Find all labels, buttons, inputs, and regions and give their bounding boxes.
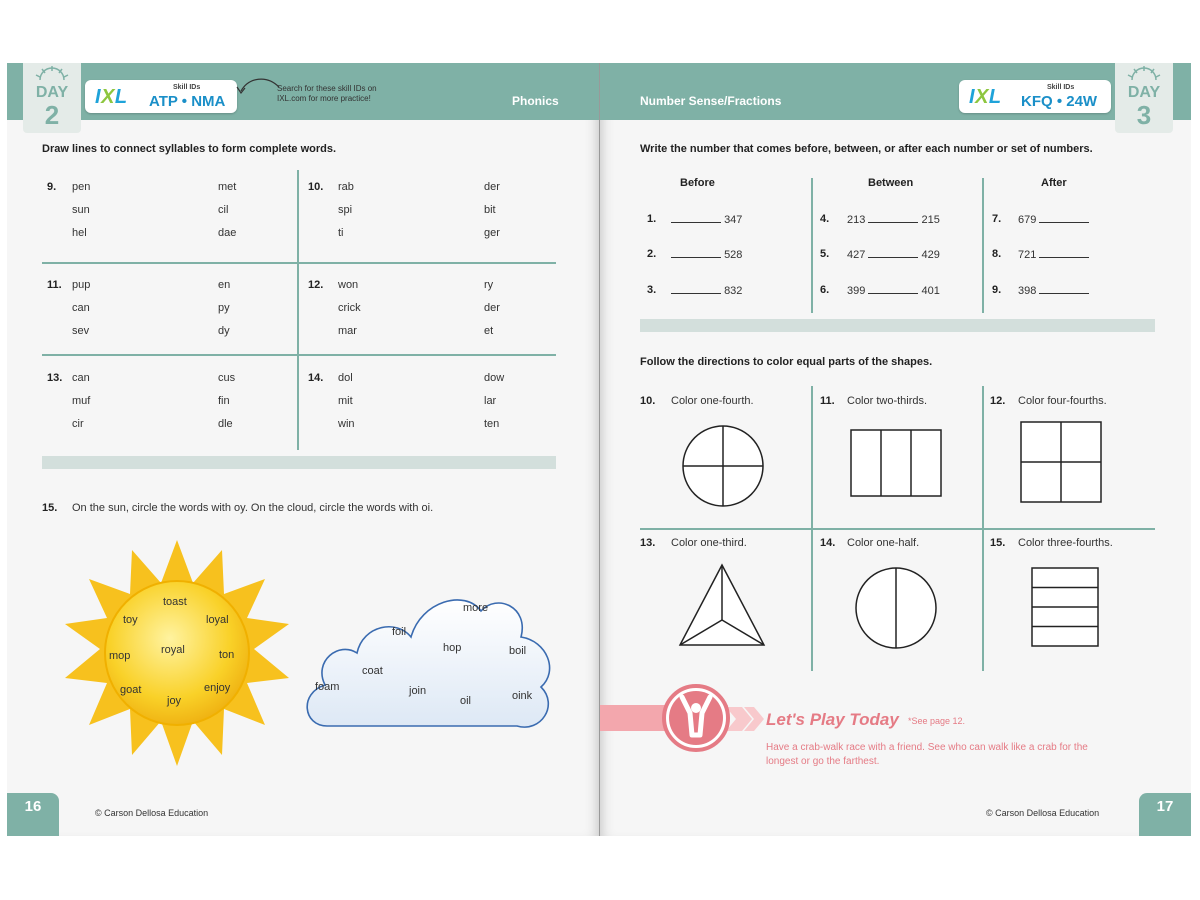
ixl-skill-box xyxy=(959,80,1111,113)
grid-divider xyxy=(297,170,299,450)
exercise-number: 9. xyxy=(47,181,57,193)
syllable: sev xyxy=(72,325,90,337)
ixl-skill-box xyxy=(85,80,237,113)
sun-word: royal xyxy=(161,644,185,656)
item-number: 12. xyxy=(990,395,1006,407)
item-number: 4. xyxy=(820,213,830,225)
syllable: fin xyxy=(218,395,230,407)
skill-ids: KFQ • 24W xyxy=(1021,93,1098,110)
cloud-illustration xyxy=(297,581,559,741)
play-reference: *See page 12. xyxy=(908,716,966,726)
sunrise-rays-icon xyxy=(1127,66,1161,82)
sun-word: loyal xyxy=(206,614,229,626)
grid-divider xyxy=(42,262,556,264)
skill-ids-label: Skill IDs xyxy=(1047,84,1075,91)
syllable: dy xyxy=(218,325,230,337)
item-number: 2. xyxy=(647,248,657,260)
answer-blank[interactable] xyxy=(671,284,721,294)
syllable: muf xyxy=(72,395,91,407)
syllable: cus xyxy=(218,372,236,384)
ixl-logo: IXL xyxy=(95,86,128,108)
given-number: 427 xyxy=(847,249,866,261)
circle-halves-shape[interactable] xyxy=(854,566,938,650)
sun-word: toast xyxy=(163,596,187,608)
cloud-word: foam xyxy=(315,681,340,693)
item-number: 5. xyxy=(820,248,830,260)
given-number: 347 xyxy=(724,214,743,226)
exercise-number: 12. xyxy=(308,279,324,291)
given-number: 399 xyxy=(847,285,866,297)
item-number: 11. xyxy=(820,395,835,407)
syllable: mit xyxy=(338,395,353,407)
syllable: lar xyxy=(484,395,497,407)
given-number: 398 xyxy=(1018,285,1037,297)
day-number: 3 xyxy=(1136,100,1152,130)
answer-blank[interactable] xyxy=(1039,284,1089,294)
syllable: pup xyxy=(72,279,91,291)
day-badge xyxy=(23,63,81,133)
syllable: cil xyxy=(218,204,229,216)
shape-prompt: Color one-half. xyxy=(847,537,920,549)
instruction: Write the number that comes before, between, or after each number or set of numbers. xyxy=(640,143,1093,155)
cloud-word: oink xyxy=(512,690,533,702)
syllable: can xyxy=(72,372,90,384)
sun-word: mop xyxy=(109,650,131,662)
right-page xyxy=(600,63,1191,836)
syllable: der xyxy=(484,302,500,314)
syllable: pen xyxy=(72,181,91,193)
play-text: Have a crab-walk race with a friend. See who can walk like a crab for the longest or go the farthest. xyxy=(766,742,1088,767)
answer-blank[interactable] xyxy=(868,284,918,294)
skill-ids-label: Skill IDs xyxy=(173,84,201,91)
shape-prompt: Color one-third. xyxy=(671,537,747,549)
cloud-word: more xyxy=(463,602,489,614)
instruction: Draw lines to connect syllables to form complete words. xyxy=(42,143,337,155)
arrow-icon xyxy=(233,77,283,101)
syllable: crick xyxy=(338,302,361,314)
column-header-before: Before xyxy=(680,177,715,189)
given-number: 679 xyxy=(1018,214,1037,226)
left-page xyxy=(7,63,600,836)
syllable: can xyxy=(72,302,90,314)
syllable: dae xyxy=(218,227,237,239)
syllable: ti xyxy=(338,227,344,239)
sun-word: goat xyxy=(120,684,142,696)
syllable: ger xyxy=(484,227,500,239)
item-number: 1. xyxy=(647,213,657,225)
rectangle-fourths-shape[interactable] xyxy=(1031,567,1099,647)
exercise-number: 10. xyxy=(308,181,324,193)
item-number: 7. xyxy=(992,213,1002,225)
grid-divider xyxy=(811,178,813,313)
shape-prompt: Color three-fourths. xyxy=(1018,537,1113,549)
syllable: en xyxy=(218,279,231,291)
given-number: 528 xyxy=(724,249,743,261)
search-note: Search for these skill IDs on IXL.com for more practice! xyxy=(277,84,377,103)
play-title: Let's Play Today xyxy=(766,710,899,729)
item-number: 3. xyxy=(647,284,657,296)
column-header-between: Between xyxy=(868,177,914,189)
sunrise-rays-icon xyxy=(35,66,69,82)
given-number: 721 xyxy=(1018,249,1037,261)
answer-blank[interactable] xyxy=(671,248,721,258)
cloud-word: join xyxy=(409,685,427,697)
item-number: 9. xyxy=(992,284,1002,296)
syllable: mar xyxy=(338,325,357,337)
page-number: 16 xyxy=(7,793,59,836)
syllable: ry xyxy=(484,279,494,291)
section-separator xyxy=(42,456,556,469)
item-number: 13. xyxy=(640,537,656,549)
syllable: cir xyxy=(72,418,84,430)
given-number: 429 xyxy=(921,249,940,261)
sun-word: ton xyxy=(219,649,235,661)
cloud-word: oil xyxy=(460,695,472,707)
syllable: bit xyxy=(484,204,496,216)
syllable: dow xyxy=(484,372,505,384)
grid-divider xyxy=(640,528,1155,530)
day-word: DAY xyxy=(35,84,69,101)
given-number: 832 xyxy=(724,285,743,297)
sun-word: toy xyxy=(123,614,138,626)
page-number: 17 xyxy=(1139,793,1191,836)
sun-word: joy xyxy=(167,695,182,707)
cloud-word: hop xyxy=(443,642,462,654)
cloud-word: foil xyxy=(392,626,407,638)
item-number: 14. xyxy=(820,537,836,549)
item-number: 6. xyxy=(820,284,830,296)
syllable: spi xyxy=(338,204,353,216)
syllable: py xyxy=(218,302,230,314)
syllable: ten xyxy=(484,418,500,430)
syllable: win xyxy=(338,418,355,430)
subject-title: Phonics xyxy=(512,94,559,108)
item-number: 15. xyxy=(990,537,1006,549)
answer-blank[interactable] xyxy=(1039,248,1089,258)
syllable: hel xyxy=(72,227,87,239)
syllable: won xyxy=(338,279,359,291)
question-text: On the sun, circle the words with oy. On the cloud, circle the words with oi. xyxy=(72,502,434,514)
answer-blank[interactable] xyxy=(868,213,918,223)
exercise-number: 14. xyxy=(308,372,324,384)
item-number: 10. xyxy=(640,395,656,407)
given-number: 213 xyxy=(847,214,866,226)
given-number: 215 xyxy=(921,214,940,226)
column-header-after: After xyxy=(1041,177,1067,189)
exercise-number: 13. xyxy=(47,372,63,384)
skill-ids: ATP • NMA xyxy=(149,93,226,110)
answer-blank[interactable] xyxy=(868,248,918,258)
syllable: dle xyxy=(218,418,233,430)
rectangle-thirds-shape[interactable] xyxy=(850,429,942,497)
answer-blank[interactable] xyxy=(671,213,721,223)
shape-prompt: Color one-fourth. xyxy=(671,395,754,407)
day-number: 2 xyxy=(44,100,60,130)
syllable: et xyxy=(484,325,494,337)
day-word: DAY xyxy=(1127,84,1161,101)
section-separator xyxy=(640,319,1155,332)
syllable: met xyxy=(218,181,237,193)
day-badge xyxy=(1115,63,1173,133)
syllable: dol xyxy=(338,372,353,384)
triangle-thirds-shape[interactable] xyxy=(677,563,767,647)
answer-blank[interactable] xyxy=(1039,213,1089,223)
grid-divider xyxy=(982,178,984,313)
square-fourths-shape[interactable] xyxy=(1020,421,1102,503)
ixl-logo: IXL xyxy=(969,86,1002,108)
copyright: © Carson Dellosa Education xyxy=(986,808,1100,818)
item-number: 8. xyxy=(992,248,1002,260)
grid-divider xyxy=(42,354,556,356)
question-number: 15. xyxy=(42,502,58,514)
copyright: © Carson Dellosa Education xyxy=(95,808,209,818)
syllable: der xyxy=(484,181,500,193)
sun-word: enjoy xyxy=(204,682,231,694)
shape-prompt: Color four-fourths. xyxy=(1018,395,1107,407)
syllable: rab xyxy=(338,181,354,193)
exercise-number: 11. xyxy=(47,279,62,291)
play-banner xyxy=(600,683,766,753)
subject-title: Number Sense/Fractions xyxy=(640,94,782,108)
given-number: 401 xyxy=(921,285,940,297)
syllable: sun xyxy=(72,204,90,216)
shape-prompt: Color two-thirds. xyxy=(847,395,928,407)
cloud-word: boil xyxy=(509,645,527,657)
cloud-word: coat xyxy=(362,665,383,677)
circle-fourths-shape[interactable] xyxy=(680,423,766,509)
instruction: Follow the directions to color equal parts of the shapes. xyxy=(640,356,933,368)
